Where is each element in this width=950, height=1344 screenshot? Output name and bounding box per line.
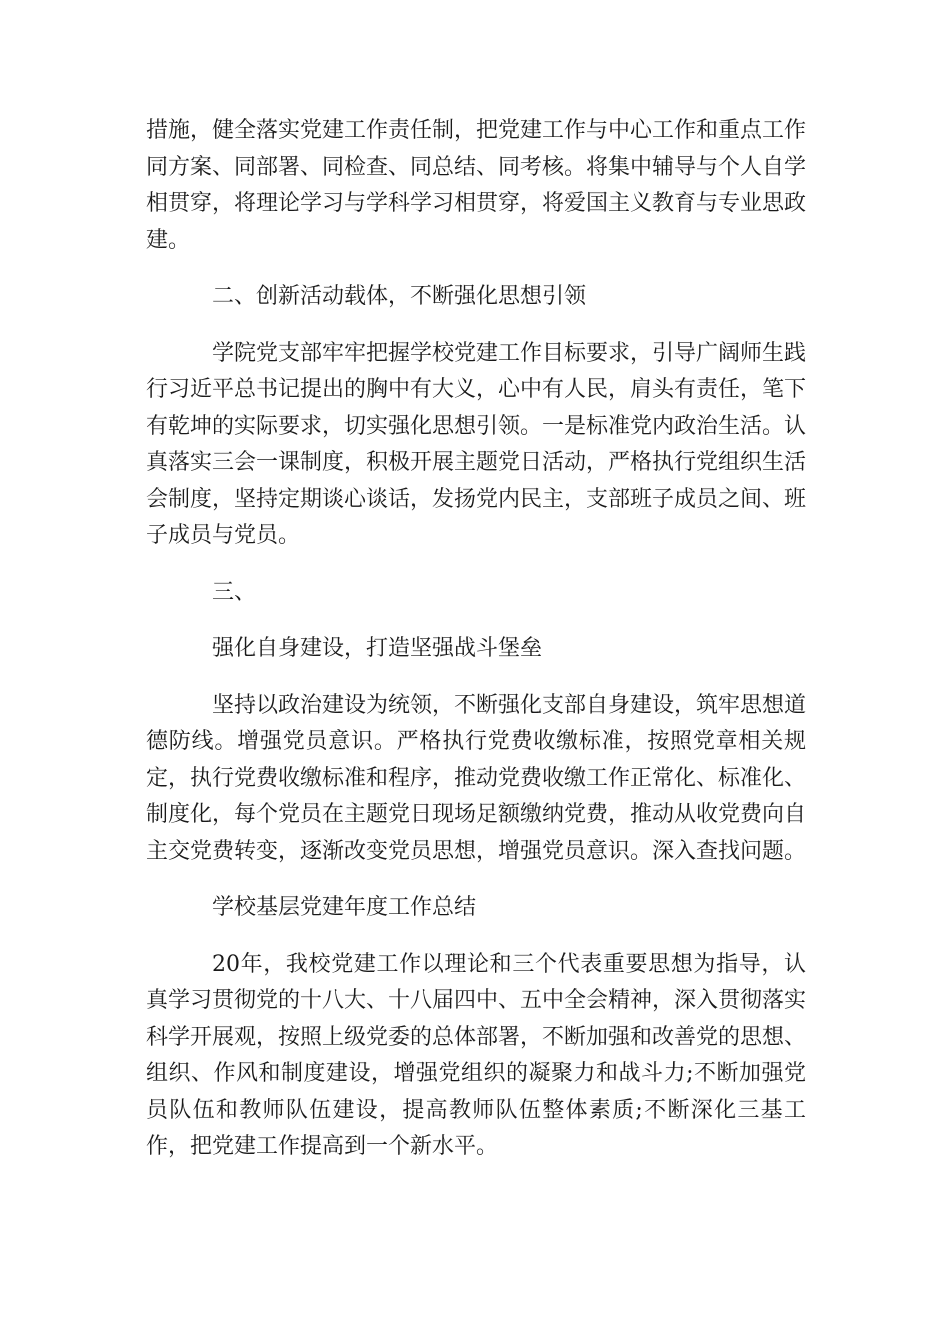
paragraph-continuation: 措施，健全落实党建工作责任制，把党建工作与中心工作和重点工作同方案、同部署、同检查、同总结、同考核。将集中辅导与个人自学相贯穿，将理论学习与学科学习相贯穿，将爱国主义教育与专业思政建。	[146, 118, 807, 253]
section-heading-three-number: 三、	[212, 579, 257, 605]
paragraph-self-building: 坚持以政治建设为统领，不断强化支部自身建设，筑牢思想道德防线。增强党员意识。严格执行党费收缴标准，按照党章相关规定，执行党费收缴标准和程序，推动党费收缴工作正常化、标准化、制度化，每个党员在主题党日现场足额缴纳党费，推动从收党费向自主交党费转变，逐渐改变党员思想，增强党员意识。深入查找问题。	[146, 692, 807, 864]
paragraph-annual-summary: 20年，我校党建工作以理论和三个代表重要思想为指导，认真学习贯彻党的十八大、十八届四中、五中全会精神，深入贯彻落实科学开展观，按照上级党委的总体部署，不断加强和改善党的思想、组织、作风和制度建设，增强党组织的凝聚力和战斗力;不断加强党员队伍和教师队伍建设，提高教师队伍整体素质;不断深化三基工作，把党建工作提高到一个新水平。	[146, 951, 807, 1159]
document-subtitle: 学校基层党建年度工作总结	[212, 895, 477, 920]
section-heading-three-title: 强化自身建设，打造坚强战斗堡垒	[212, 636, 543, 661]
section-heading-two: 二、创新活动载体，不断强化思想引领	[212, 284, 587, 309]
paragraph-guidance: 学院党支部牢牢把握学校党建工作目标要求，引导广阔师生践行习近平总书记提出的胸中有大义，心中有人民，肩头有责任，笔下有乾坤的实际要求，切实强化思想引领。一是标准党内政治生活。认真落实三会一课制度，积极开展主题党日活动，严格执行党组织生活会制度，坚持定期谈心谈话，发扬党内民主，支部班子成员之间、班子成员与党员。	[146, 340, 807, 548]
document-body	[146, 113, 806, 1186]
